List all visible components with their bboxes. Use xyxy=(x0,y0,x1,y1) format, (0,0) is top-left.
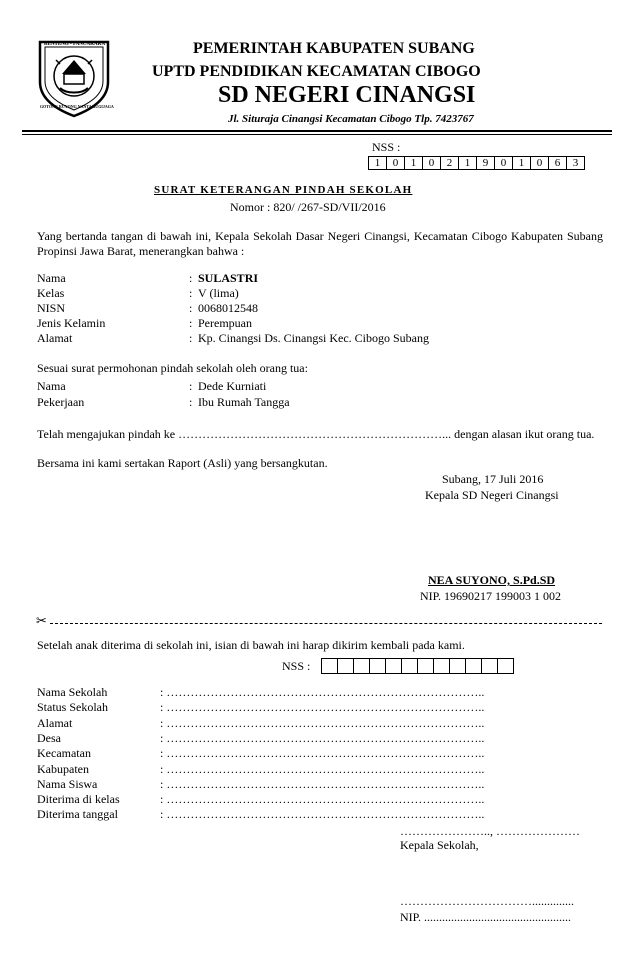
slip-nss-box[interactable] xyxy=(402,659,418,673)
nss-digit: 1 xyxy=(405,157,423,169)
parent-name-colon: : xyxy=(189,379,193,393)
logo-text-bottom: GOTONG RUYONG NANTA RUGIJAGA xyxy=(40,104,114,109)
student-name-value: SULASTRI xyxy=(198,271,259,285)
sign-place-date: Subang, 17 Juli 2016 xyxy=(442,472,544,486)
slip-field-label: Nama Sekolah xyxy=(37,685,108,699)
student-address-value: Kp. Cinangsi Ds. Cinangsi Kec. Cibogo Subang xyxy=(198,331,429,345)
slip-field-value[interactable]: : …………………………………………………………………….. xyxy=(160,685,485,699)
slip-nss-label: NSS : xyxy=(282,659,311,673)
slip-field-label: Nama Siswa xyxy=(37,777,98,791)
sign-title: Kepala SD Negeri Cinangsi xyxy=(425,488,559,502)
slip-nss-box[interactable] xyxy=(482,659,498,673)
slip-sign-name: …………………………….............. xyxy=(400,894,574,908)
slip-nss-box[interactable] xyxy=(370,659,386,673)
student-class-colon: : xyxy=(189,286,193,300)
slip-nss-box[interactable] xyxy=(338,659,354,673)
slip-nss-box[interactable] xyxy=(418,659,434,673)
sign-name: NEA SUYONO, S.Pd.SD xyxy=(428,573,556,587)
student-gender-colon: : xyxy=(189,316,193,330)
slip-nss-box[interactable] xyxy=(354,659,370,673)
nss-digit: 9 xyxy=(477,157,495,169)
student-address-colon: : xyxy=(189,331,193,345)
student-address-label: Alamat xyxy=(37,331,73,345)
letter-intro: Yang bertanda tangan di bawah ini, Kepala Sekolah Dasar Negeri Cinangsi, Kecamatan Cibogo Kabupaten Subang Propinsi Jawa Barat, menerangkan bahwa : xyxy=(37,229,603,258)
student-name-label: Nama xyxy=(37,271,66,285)
slip-field-label: Diterima di kelas xyxy=(37,792,120,806)
nss-digit: 1 xyxy=(459,157,477,169)
header-address: Jl. Situraja Cinangsi Kecamatan Cibogo Tlp. 7423767 xyxy=(228,113,474,125)
nss-digit: 0 xyxy=(495,157,513,169)
slip-intro: Setelah anak diterima di sekolah ini, isian di bawah ini harap dikirim kembali pada kami. xyxy=(37,638,465,652)
nss-digit: 0 xyxy=(387,157,405,169)
slip-field-label: Kabupaten xyxy=(37,762,89,776)
slip-nss-box[interactable] xyxy=(498,659,513,673)
parent-job-label: Pekerjaan xyxy=(37,395,85,409)
slip-nss-grid xyxy=(321,658,514,674)
cut-line xyxy=(50,623,602,624)
parent-job-colon: : xyxy=(189,395,193,409)
nss-digit: 2 xyxy=(441,157,459,169)
nss-digit: 1 xyxy=(369,157,387,169)
slip-field-value[interactable]: : …………………………………………………………………….. xyxy=(160,716,485,730)
nss-digit: 6 xyxy=(549,157,567,169)
student-class-value: V (lima) xyxy=(198,286,239,300)
parent-job-value: Ibu Rumah Tangga xyxy=(198,395,290,409)
student-nisn-label: NISN xyxy=(37,301,66,315)
student-gender-value: Perempuan xyxy=(198,316,252,330)
slip-field-label: Status Sekolah xyxy=(37,700,108,714)
header-rule-thin xyxy=(22,134,612,135)
scissors-icon: ✂ xyxy=(36,614,47,629)
nss-label: NSS : xyxy=(372,140,401,154)
nss-digit: 0 xyxy=(423,157,441,169)
slip-place-date: ………………….., ………………… xyxy=(400,824,580,838)
slip-field-label: Desa xyxy=(37,731,61,745)
student-name-colon: : xyxy=(189,271,193,285)
slip-field-label: Kecamatan xyxy=(37,746,91,760)
header-school: SD NEGERI CINANGSI xyxy=(218,82,476,108)
parent-intro: Sesuai surat permohonan pindah sekolah oleh orang tua: xyxy=(37,361,308,375)
slip-nss-box[interactable] xyxy=(466,659,482,673)
letter-title: SURAT KETERANGAN PINDAH SEKOLAH xyxy=(154,184,413,196)
student-gender-label: Jenis Kelamin xyxy=(37,316,106,330)
header-gov: PEMERINTAH KABUPATEN SUBANG xyxy=(193,40,475,57)
parent-name-value: Dede Kurniati xyxy=(198,379,267,393)
slip-nss-box[interactable] xyxy=(434,659,450,673)
slip-field-label: Diterima tanggal xyxy=(37,807,118,821)
sign-nip: NIP. 19690217 199003 1 002 xyxy=(420,589,562,603)
slip-field-value[interactable]: : …………………………………………………………………….. xyxy=(160,731,485,745)
slip-nss-box[interactable] xyxy=(322,659,338,673)
slip-field-value[interactable]: : …………………………………………………………………….. xyxy=(160,777,485,791)
slip-field-value[interactable]: : …………………………………………………………………….. xyxy=(160,807,485,821)
student-nisn-value: 0068012548 xyxy=(198,301,258,315)
slip-field-label: Alamat xyxy=(37,716,73,730)
slip-field-value[interactable]: : …………………………………………………………………….. xyxy=(160,762,485,776)
slip-sign-title: Kepala Sekolah, xyxy=(400,838,479,852)
slip-nss-box[interactable] xyxy=(386,659,402,673)
nss-digit: 1 xyxy=(513,157,531,169)
slip-field-value[interactable]: : …………………………………………………………………….. xyxy=(160,746,485,760)
logo-text-top: RENTENG • PANCAKAKA xyxy=(44,42,106,47)
header-rule-thick xyxy=(22,130,612,132)
nss-digit: 0 xyxy=(531,157,549,169)
slip-field-value[interactable]: : …………………………………………………………………….. xyxy=(160,700,485,714)
nss-grid xyxy=(368,156,585,170)
student-class-label: Kelas xyxy=(37,286,65,300)
attach-statement: Bersama ini kami sertakan Raport (Asli) yang bersangkutan. xyxy=(37,456,328,470)
letter-number: Nomor : 820/ /267-SD/VII/2016 xyxy=(230,200,386,214)
slip-sign-nip: NIP. ................................................. xyxy=(400,910,572,924)
nss-digit: 3 xyxy=(572,157,579,169)
header-unit: UPTD PENDIDIKAN KECAMATAN CIBOGO xyxy=(152,63,481,80)
slip-field-value[interactable]: : …………………………………………………………………….. xyxy=(160,792,485,806)
parent-name-label: Nama xyxy=(37,379,66,393)
student-nisn-colon: : xyxy=(189,301,193,315)
moved-statement: Telah mengajukan pindah ke …………………………………………………………... dengan alasan ikut orang tua. xyxy=(37,427,595,441)
slip-nss-box[interactable] xyxy=(450,659,466,673)
